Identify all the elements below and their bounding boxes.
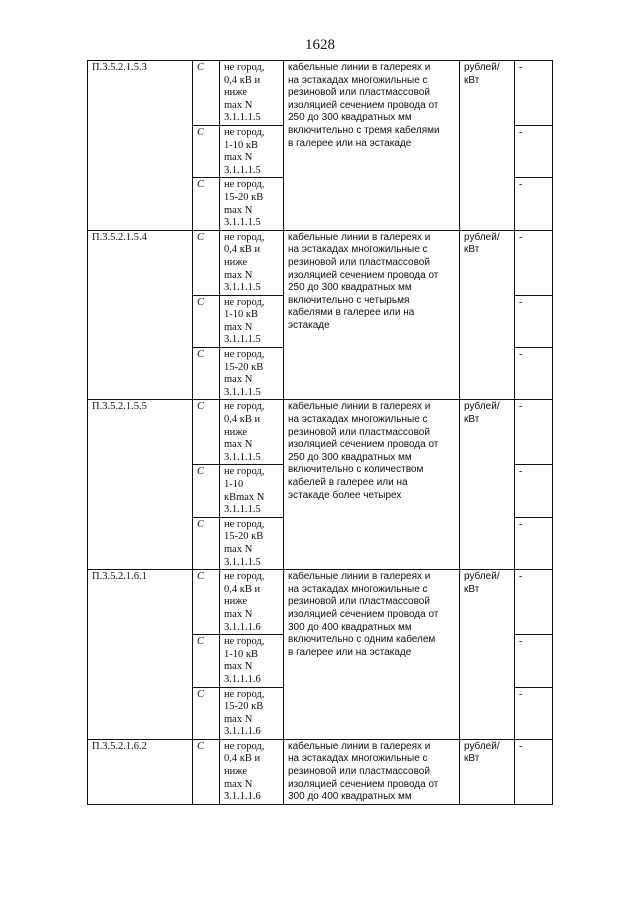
voltage-line: 1-10 bbox=[224, 479, 244, 490]
voltage-line: 3.1.1.1.6 bbox=[224, 791, 261, 803]
voltage-line: 3.1.1.1.5 bbox=[224, 386, 261, 398]
voltage-line: 3.1.1.1.5 bbox=[224, 164, 261, 176]
category-cell: С bbox=[193, 570, 220, 635]
description-line: резиновой или пластмассовой bbox=[288, 426, 430, 438]
description-line: изоляцией сечением провода от bbox=[288, 99, 439, 111]
voltage-line: не город, bbox=[224, 636, 265, 648]
voltage-line: 15-20 кВ bbox=[224, 191, 264, 203]
row-code: П.3.5.2.1.6.2 bbox=[88, 739, 193, 804]
voltage-line: 0,4 кВ и bbox=[224, 244, 261, 256]
value-cell: - bbox=[515, 348, 553, 400]
voltage-line: max N bbox=[224, 713, 253, 725]
description-line: изоляцией сечением провода от bbox=[288, 608, 439, 620]
table-row bbox=[88, 230, 553, 295]
voltage-cell bbox=[220, 61, 284, 126]
voltage-cell bbox=[220, 517, 284, 569]
voltage-line: не город, bbox=[224, 571, 265, 583]
description-line: резиновой или пластмассовой bbox=[288, 256, 430, 268]
category-cell: С bbox=[193, 465, 220, 517]
row-code: П.3.5.2.1.5.4 bbox=[88, 230, 193, 400]
description-cell bbox=[284, 230, 460, 400]
voltage-line: 1-10 кВ bbox=[224, 309, 258, 321]
voltage-line: не город, bbox=[224, 296, 265, 308]
value-cell: - bbox=[515, 230, 553, 295]
description-line: включительно с одним кабелем bbox=[288, 634, 436, 646]
value-cell: - bbox=[515, 687, 553, 739]
category-cell: С bbox=[193, 517, 220, 569]
description-line: кабельные линии в галереях и bbox=[288, 231, 431, 243]
voltage-line: 3.1.1.1.5 bbox=[224, 282, 261, 294]
unit-line: рублей/ bbox=[464, 401, 500, 413]
voltage-line: 3.1.1.1.5 bbox=[224, 451, 261, 463]
voltage-line: max N bbox=[224, 608, 253, 620]
description-line: 250 до 300 квадратных мм bbox=[288, 112, 412, 124]
voltage-line: не город, bbox=[224, 401, 265, 413]
description-line: изоляцией сечением провода от bbox=[288, 778, 439, 790]
voltage-line: max N bbox=[224, 778, 253, 790]
voltage-line: max N bbox=[224, 543, 253, 555]
voltage-line: 3.1.1.1.6 bbox=[224, 726, 261, 738]
description-line: эстакаде более четырех bbox=[288, 489, 402, 501]
voltage-line: ниже bbox=[224, 426, 248, 438]
voltage-cell bbox=[220, 400, 284, 465]
value-cell: - bbox=[515, 465, 553, 517]
category-cell: С bbox=[193, 295, 220, 347]
voltage-line: 1-10 кВ bbox=[224, 139, 258, 151]
value-cell: - bbox=[515, 178, 553, 230]
tariff-table bbox=[87, 60, 553, 805]
description-line: эстакаде bbox=[288, 319, 330, 331]
voltage-cell bbox=[220, 230, 284, 295]
unit-line: рублей/ bbox=[464, 740, 500, 752]
voltage-line: 3.1.1.1.5 bbox=[224, 556, 261, 568]
voltage-line: кВmax N bbox=[224, 491, 265, 503]
unit-line: рублей/ bbox=[464, 571, 500, 583]
voltage-line: ниже bbox=[224, 87, 248, 99]
category-cell: С bbox=[193, 635, 220, 687]
voltage-line: не город, bbox=[224, 126, 265, 138]
table-row bbox=[88, 61, 553, 126]
category-cell: С bbox=[193, 687, 220, 739]
voltage-line: max N bbox=[224, 321, 253, 333]
description-cell bbox=[284, 400, 460, 570]
row-code: П.3.5.2.1.6.1 bbox=[88, 570, 193, 740]
description-line: в галерее или на эстакаде bbox=[288, 646, 412, 658]
unit-line: кВт bbox=[464, 414, 480, 426]
category-cell: С bbox=[193, 178, 220, 230]
unit-cell bbox=[460, 400, 515, 570]
voltage-line: max N bbox=[224, 152, 253, 164]
voltage-line: не город, bbox=[224, 349, 265, 361]
category-cell: С bbox=[193, 348, 220, 400]
description-line: 250 до 300 квадратных мм bbox=[288, 451, 412, 463]
voltage-line: 3.1.1.1.5 bbox=[224, 334, 261, 346]
row-code: П.3.5.2.1.5.5 bbox=[88, 400, 193, 570]
description-line: кабелями в галерее или на bbox=[288, 307, 415, 319]
voltage-line: max N bbox=[224, 99, 253, 111]
description-line: на эстакадах многожильные с bbox=[288, 414, 428, 426]
voltage-cell bbox=[220, 348, 284, 400]
voltage-line: не город, bbox=[224, 740, 265, 752]
voltage-line: ниже bbox=[224, 256, 248, 268]
voltage-line: ниже bbox=[224, 596, 248, 608]
description-line: изоляцией сечением провода от bbox=[288, 269, 439, 281]
value-cell: - bbox=[515, 739, 553, 804]
voltage-line: не город, bbox=[224, 231, 265, 243]
table-row bbox=[88, 570, 553, 635]
unit-cell bbox=[460, 61, 515, 231]
description-line: кабельные линии в галереях и bbox=[288, 401, 431, 413]
voltage-line: max N bbox=[224, 374, 253, 386]
description-line: резиновой или пластмассовой bbox=[288, 87, 430, 99]
voltage-cell bbox=[220, 687, 284, 739]
value-cell: - bbox=[515, 400, 553, 465]
category-cell: С bbox=[193, 400, 220, 465]
voltage-line: max N bbox=[224, 204, 253, 216]
voltage-line: 3.1.1.1.6 bbox=[224, 621, 261, 633]
description-cell bbox=[284, 570, 460, 740]
voltage-line: 15-20 кВ bbox=[224, 531, 264, 543]
value-cell: - bbox=[515, 125, 553, 177]
voltage-cell bbox=[220, 295, 284, 347]
description-line: 300 до 400 квадратных мм bbox=[288, 791, 412, 803]
value-cell: - bbox=[515, 635, 553, 687]
voltage-cell bbox=[220, 635, 284, 687]
description-line: резиновой или пластмассовой bbox=[288, 766, 430, 778]
category-cell: С bbox=[193, 230, 220, 295]
unit-cell bbox=[460, 230, 515, 400]
description-line: включительно с тремя кабелями bbox=[288, 124, 440, 136]
voltage-line: ниже bbox=[224, 766, 248, 778]
voltage-line: не город, bbox=[224, 179, 265, 191]
description-line: кабелей в галерее или на bbox=[288, 477, 408, 488]
category-cell: С bbox=[193, 125, 220, 177]
description-line: на эстакадах многожильные с bbox=[288, 74, 428, 86]
unit-cell bbox=[460, 739, 515, 804]
voltage-line: 3.1.1.1.5 bbox=[224, 112, 261, 124]
voltage-cell bbox=[220, 739, 284, 804]
description-line: на эстакадах многожильные с bbox=[288, 244, 428, 256]
voltage-line: 0,4 кВ и bbox=[224, 414, 261, 426]
description-line: 300 до 400 квадратных мм bbox=[288, 621, 412, 633]
voltage-cell bbox=[220, 178, 284, 230]
voltage-cell bbox=[220, 570, 284, 635]
row-code: П.3.5.2.1.5.3 bbox=[88, 61, 193, 231]
description-line: 250 до 300 квадратных мм bbox=[288, 282, 412, 294]
description-cell bbox=[284, 739, 460, 804]
voltage-line: 0,4 кВ и bbox=[224, 583, 261, 595]
unit-line: кВт bbox=[464, 753, 480, 765]
description-line: на эстакадах многожильные с bbox=[288, 583, 428, 595]
voltage-line: max N bbox=[224, 269, 253, 281]
voltage-line: 15-20 кВ bbox=[224, 701, 264, 713]
value-cell: - bbox=[515, 61, 553, 126]
unit-line: кВт bbox=[464, 74, 480, 86]
voltage-line: max N bbox=[224, 661, 253, 673]
description-line: кабельные линии в галереях и bbox=[288, 62, 431, 73]
unit-line: рублей/ bbox=[464, 231, 500, 243]
voltage-cell bbox=[220, 465, 284, 517]
voltage-line: max N bbox=[224, 439, 253, 451]
category-cell: С bbox=[193, 739, 220, 804]
table-row bbox=[88, 400, 553, 465]
voltage-cell bbox=[220, 125, 284, 177]
description-line: включительно с четырьмя bbox=[288, 294, 410, 306]
unit-line: кВт bbox=[464, 583, 480, 595]
description-cell bbox=[284, 61, 460, 231]
unit-line: рублей/ bbox=[464, 62, 500, 73]
description-line: изоляцией сечением провода от bbox=[288, 439, 439, 451]
voltage-line: 15-20 кВ bbox=[224, 361, 264, 373]
voltage-line: 1-10 кВ bbox=[224, 648, 258, 660]
page-number: 1628 bbox=[305, 37, 335, 53]
voltage-line: 3.1.1.1.6 bbox=[224, 673, 261, 685]
value-cell: - bbox=[515, 295, 553, 347]
description-line: резиновой или пластмассовой bbox=[288, 596, 430, 608]
voltage-line: 0,4 кВ и bbox=[224, 74, 261, 86]
voltage-line: 3.1.1.1.5 bbox=[224, 504, 261, 516]
voltage-line: 3.1.1.1.5 bbox=[224, 217, 261, 229]
value-cell: - bbox=[515, 517, 553, 569]
category-cell: С bbox=[193, 61, 220, 126]
table-row bbox=[88, 739, 553, 804]
unit-line: кВт bbox=[464, 244, 480, 256]
voltage-line: 0,4 кВ и bbox=[224, 753, 261, 765]
voltage-line: не город, bbox=[224, 62, 265, 73]
description-line: в галерее или на эстакаде bbox=[288, 137, 412, 149]
voltage-line: не город, bbox=[224, 518, 265, 530]
description-line: на эстакадах многожильные с bbox=[288, 753, 428, 765]
voltage-line: не город, bbox=[224, 466, 265, 478]
voltage-line: не город, bbox=[224, 688, 265, 700]
description-line: кабельные линии в галереях и bbox=[288, 571, 431, 583]
description-line: кабельные линии в галереях и bbox=[288, 740, 431, 752]
unit-cell bbox=[460, 570, 515, 740]
description-line: включительно с количеством bbox=[288, 464, 424, 476]
value-cell: - bbox=[515, 570, 553, 635]
